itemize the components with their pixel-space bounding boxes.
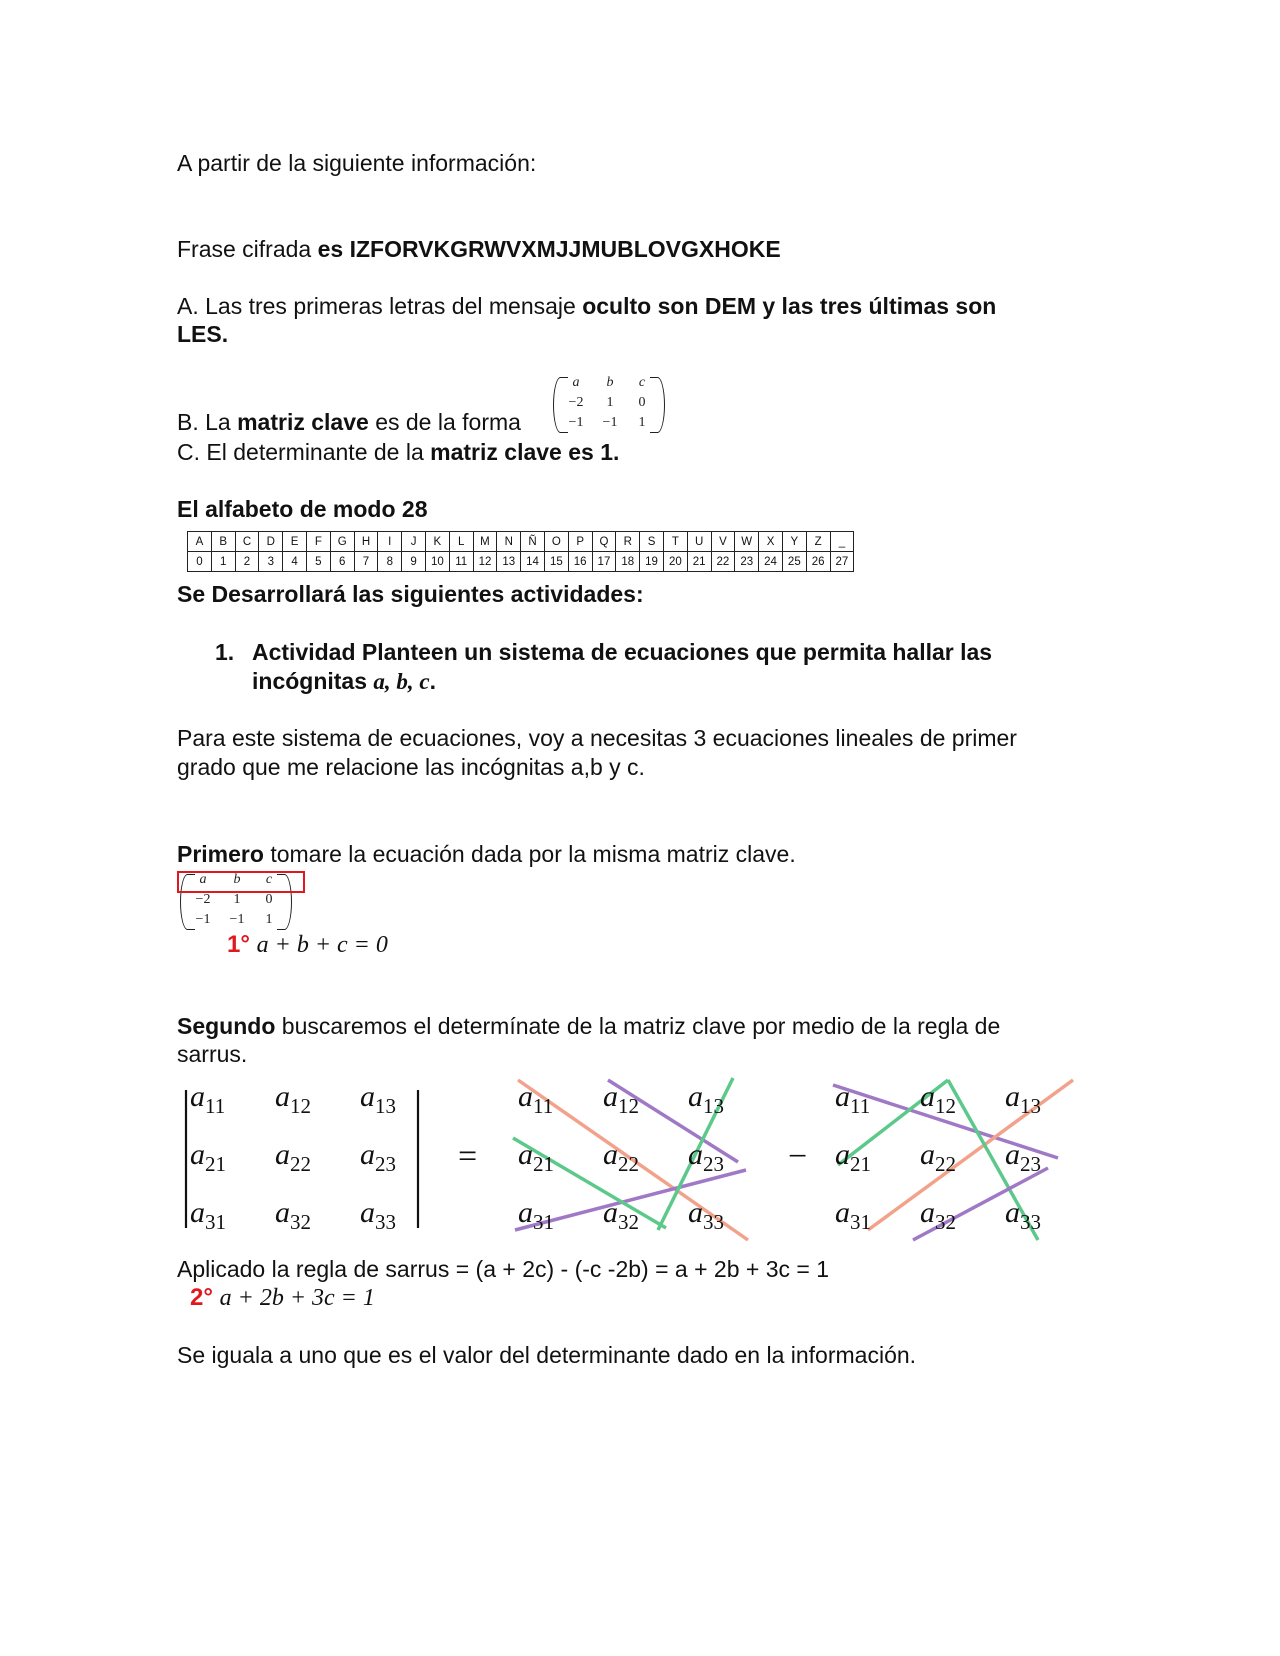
primero-line bbox=[177, 840, 796, 869]
activities-title bbox=[177, 580, 644, 609]
alphabet-letter-cell: O bbox=[544, 532, 568, 552]
equation-1 bbox=[227, 930, 388, 960]
alphabet-letter-cell: Z bbox=[806, 532, 830, 552]
item-b-bold: matriz clave bbox=[237, 409, 369, 435]
segundo-line1 bbox=[177, 1012, 1000, 1041]
alphabet-number-cell: 4 bbox=[283, 552, 307, 572]
matrix-cell: c bbox=[638, 375, 646, 390]
alphabet-letter-cell: N bbox=[497, 532, 521, 552]
equation-1-label: 1° bbox=[227, 931, 250, 958]
alphabet-letter-cell: W bbox=[735, 532, 759, 552]
activity-1-text: Actividad Planteen un sistema de ecuaciones que permita hallar las bbox=[252, 639, 993, 665]
alphabet-letter-cell: S bbox=[640, 532, 664, 552]
alphabet-title bbox=[177, 495, 428, 524]
activities-title-text: Se Desarrollará las siguientes actividades: bbox=[177, 581, 644, 607]
alphabet-letter-cell: I bbox=[378, 532, 402, 552]
alphabet-number-cell: 24 bbox=[759, 552, 783, 572]
first-row-highlight-box bbox=[177, 871, 305, 893]
alphabet-letter-cell: K bbox=[425, 532, 449, 552]
alphabet-letter-cell: X bbox=[759, 532, 783, 552]
sarrus-term-a11: $a_{11}$ bbox=[518, 1080, 554, 1118]
alphabet-letter-cell: H bbox=[354, 532, 378, 552]
cipher-value: es IZFORVKGRWVXMJJMUBLOVGXHOKE bbox=[317, 236, 781, 262]
alphabet-number-cell: 5 bbox=[306, 552, 330, 572]
alphabet-number-cell: 17 bbox=[592, 552, 616, 572]
aplicado-line: Aplicado la regla de sarrus = (a + 2c) - (-c -2b) = a + 2b + 3c = 1 bbox=[177, 1256, 829, 1282]
sarrus-term-a12: $a_{12}$ bbox=[275, 1080, 311, 1118]
alphabet-number-cell: 26 bbox=[806, 552, 830, 572]
key-matrix-small bbox=[553, 375, 665, 433]
sarrus-term-a21: $a_{21}$ bbox=[835, 1138, 871, 1176]
cipher-label: Frase cifrada bbox=[177, 236, 318, 262]
segundo-text: buscaremos el determínate de la matriz clave por medio de la regla de bbox=[275, 1013, 1001, 1039]
para1-line1: Para este sistema de ecuaciones, voy a necesitas 3 ecuaciones lineales de primer bbox=[177, 725, 1017, 751]
matrix-cell: 1 bbox=[638, 415, 646, 430]
matrix-cell: 1 bbox=[233, 892, 241, 907]
sarrus-term-a32: $a_{32}$ bbox=[275, 1196, 311, 1234]
sarrus-term-a13: $a_{13}$ bbox=[360, 1080, 396, 1118]
alphabet-number-cell: 11 bbox=[449, 552, 473, 572]
item-a-bold2: LES. bbox=[177, 321, 229, 347]
sarrus-term-a22: $a_{22}$ bbox=[603, 1138, 639, 1176]
sarrus-term-a23: $a_{23}$ bbox=[1005, 1138, 1041, 1176]
equation-2 bbox=[190, 1283, 375, 1313]
alphabet-letter-cell: B bbox=[211, 532, 235, 552]
item-c-line bbox=[177, 438, 619, 467]
item-a-bold: oculto son DEM y las tres últimas son bbox=[582, 293, 997, 319]
sarrus-term-a33: $a_{33}$ bbox=[360, 1196, 396, 1234]
matrix-cell: c bbox=[265, 872, 273, 887]
alphabet-letter-cell: F bbox=[306, 532, 330, 552]
alphabet-letter-cell: D bbox=[259, 532, 283, 552]
alphabet-letter-cell: G bbox=[330, 532, 354, 552]
matrix-cell: −2 bbox=[568, 395, 584, 410]
alphabet-table bbox=[187, 531, 854, 572]
alphabet-letter-cell: P bbox=[568, 532, 592, 552]
alphabet-number-cell: 23 bbox=[735, 552, 759, 572]
primero-text: tomare la ecuación dada por la misma matriz clave. bbox=[263, 841, 796, 867]
equation-2-label: 2° bbox=[190, 1284, 213, 1311]
matrix-cell: 0 bbox=[265, 892, 273, 907]
matrix-cell: b bbox=[233, 872, 241, 887]
alphabet-letter-cell: Q bbox=[592, 532, 616, 552]
alphabet-number-cell: 7 bbox=[354, 552, 378, 572]
item-c-text: C. El determinante de la bbox=[177, 439, 431, 465]
alphabet-number-cell: 16 bbox=[568, 552, 592, 572]
matrix-cell: −1 bbox=[229, 912, 245, 927]
alphabet-number-cell: 21 bbox=[687, 552, 711, 572]
alphabet-number-cell: 10 bbox=[425, 552, 449, 572]
alphabet-letter-cell: R bbox=[616, 532, 640, 552]
alphabet-numbers-row bbox=[188, 552, 854, 572]
alphabet-number-cell: 2 bbox=[235, 552, 259, 572]
sarrus-figure bbox=[178, 1070, 1098, 1245]
alphabet-number-cell: 15 bbox=[544, 552, 568, 572]
matrix-cell: −2 bbox=[195, 892, 211, 907]
sarrus-minus: − bbox=[788, 1138, 808, 1175]
item-a-line2 bbox=[177, 320, 228, 349]
sarrus-term-a12: $a_{12}$ bbox=[920, 1080, 956, 1118]
alphabet-letter-cell: U bbox=[687, 532, 711, 552]
alphabet-number-cell: 0 bbox=[188, 552, 212, 572]
alphabet-letter-cell: M bbox=[473, 532, 497, 552]
sarrus-term-a11: $a_{11}$ bbox=[835, 1080, 871, 1118]
sarrus-equals: = bbox=[458, 1138, 478, 1175]
sarrus-term-a23: $a_{23}$ bbox=[360, 1138, 396, 1176]
sarrus-term-a31: $a_{31}$ bbox=[835, 1196, 871, 1234]
matrix-cell: −1 bbox=[568, 415, 584, 430]
alphabet-letter-cell: Y bbox=[782, 532, 806, 552]
segundo-bold: Segundo bbox=[177, 1013, 276, 1039]
alphabet-number-cell: 27 bbox=[830, 552, 854, 572]
item-c-bold: matriz clave es 1. bbox=[430, 439, 620, 465]
alphabet-letter-cell: J bbox=[402, 532, 426, 552]
final-line: Se iguala a uno que es el valor del determinante dado en la información. bbox=[177, 1342, 917, 1368]
alphabet-number-cell: 14 bbox=[521, 552, 545, 572]
alphabet-letter-cell: L bbox=[449, 532, 473, 552]
activity-1-vars: a, b, c bbox=[373, 669, 430, 694]
alphabet-letter-cell: C bbox=[235, 532, 259, 552]
alphabet-number-cell: 8 bbox=[378, 552, 402, 572]
alphabet-number-cell: 20 bbox=[663, 552, 687, 572]
sarrus-term-a12: $a_{12}$ bbox=[603, 1080, 639, 1118]
matrix-cell: a bbox=[199, 872, 207, 887]
alphabet-letter-cell: _ bbox=[830, 532, 854, 552]
sarrus-term-a33: $a_{33}$ bbox=[688, 1196, 724, 1234]
item-b-text: B. La bbox=[177, 409, 238, 435]
alphabet-letter-cell: V bbox=[711, 532, 735, 552]
sarrus-term-a13: $a_{13}$ bbox=[688, 1080, 724, 1118]
item-b-line bbox=[177, 408, 521, 437]
matrix-cell: −1 bbox=[195, 912, 211, 927]
alphabet-number-cell: 12 bbox=[473, 552, 497, 572]
sarrus-term-a21: $a_{21}$ bbox=[190, 1138, 226, 1176]
alphabet-number-cell: 9 bbox=[402, 552, 426, 572]
activity-1-text2: incógnitas bbox=[252, 668, 374, 694]
alphabet-number-cell: 19 bbox=[640, 552, 664, 572]
alphabet-letters-row bbox=[188, 532, 854, 552]
alphabet-letter-cell: Ñ bbox=[521, 532, 545, 552]
matrix-cell: 1 bbox=[265, 912, 273, 927]
matrix-cell: 1 bbox=[606, 395, 614, 410]
cipher-line bbox=[177, 235, 781, 264]
matrix-cell: b bbox=[606, 375, 614, 390]
item-a-line1 bbox=[177, 292, 996, 321]
primero-bold: Primero bbox=[177, 841, 264, 867]
sarrus-term-a23: $a_{23}$ bbox=[688, 1138, 724, 1176]
equation-2-expr: a + 2b + 3c = 1 bbox=[219, 1285, 375, 1311]
activity-1-number bbox=[215, 638, 234, 667]
matrix-cell: −1 bbox=[602, 415, 618, 430]
sarrus-term-a13: $a_{13}$ bbox=[1005, 1080, 1041, 1118]
alphabet-number-cell: 18 bbox=[616, 552, 640, 572]
sarrus-term-a22: $a_{22}$ bbox=[920, 1138, 956, 1176]
alphabet-letter-cell: T bbox=[663, 532, 687, 552]
alphabet-number-cell: 22 bbox=[711, 552, 735, 572]
sarrus-term-a32: $a_{32}$ bbox=[603, 1196, 639, 1234]
alphabet-number-cell: 1 bbox=[211, 552, 235, 572]
equation-1-expr: a + b + c = 0 bbox=[256, 932, 388, 958]
alphabet-number-cell: 25 bbox=[782, 552, 806, 572]
sarrus-term-a32: $a_{32}$ bbox=[920, 1196, 956, 1234]
alphabet-number-cell: 6 bbox=[330, 552, 354, 572]
para1-line2: grado que me relacione las incógnitas a,b y c. bbox=[177, 754, 645, 780]
sarrus-term-a33: $a_{33}$ bbox=[1005, 1196, 1041, 1234]
item-a-text: A. Las tres primeras letras del mensaje bbox=[177, 293, 583, 319]
matrix-cell: a bbox=[572, 375, 580, 390]
alphabet-number-cell: 13 bbox=[497, 552, 521, 572]
activity-1-line2 bbox=[252, 667, 436, 696]
alphabet-number-cell: 3 bbox=[259, 552, 283, 572]
activity-1-period: . bbox=[429, 668, 437, 694]
alphabet-letter-cell: E bbox=[283, 532, 307, 552]
matrix-cell: 0 bbox=[638, 395, 646, 410]
intro-text: A partir de la siguiente información: bbox=[177, 150, 537, 176]
item-b-post: es de la forma bbox=[368, 409, 521, 435]
activity-1-num-text: 1. bbox=[215, 639, 235, 665]
sarrus-term-a11: $a_{11}$ bbox=[190, 1080, 226, 1118]
sarrus-term-a31: $a_{31}$ bbox=[190, 1196, 226, 1234]
sarrus-term-a31: $a_{31}$ bbox=[518, 1196, 554, 1234]
sarrus-term-a21: $a_{21}$ bbox=[518, 1138, 554, 1176]
activity-1-line1 bbox=[252, 638, 992, 667]
alphabet-title-text: El alfabeto de modo 28 bbox=[177, 496, 428, 522]
alphabet-letter-cell: A bbox=[188, 532, 212, 552]
segundo-line2: sarrus. bbox=[177, 1041, 248, 1067]
sarrus-term-a22: $a_{22}$ bbox=[275, 1138, 311, 1176]
